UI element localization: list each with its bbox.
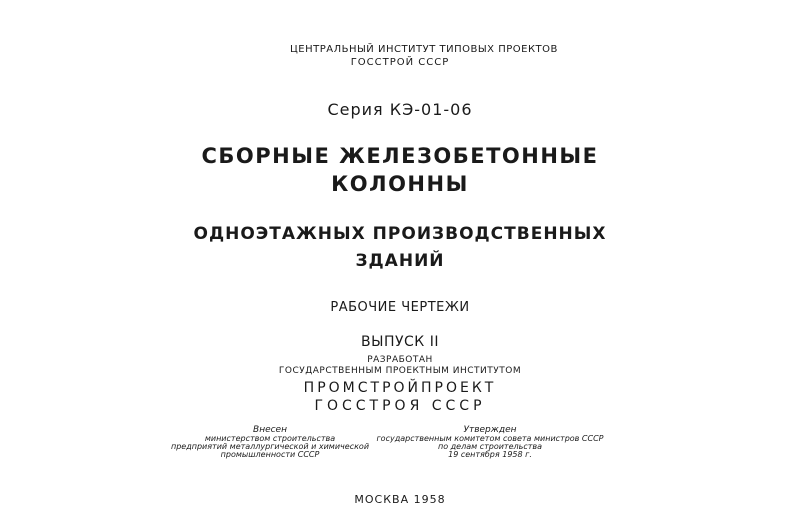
developer-org-name: ПРОМСТРОЙПРОЕКТ (303, 380, 497, 396)
developer-org-parent: ГОССТРОЯ СССР (314, 398, 486, 414)
submitted-label: Внесен (253, 425, 287, 435)
main-title-line1: СБОРНЫЕ ЖЕЛЕЗОБЕТОННЫЕ (201, 144, 599, 168)
subtitle-line2: ЗДАНИЙ (355, 251, 445, 271)
city-year-footer: МОСКВА 1958 (354, 493, 446, 506)
institute-name: ЦЕНТРАЛЬНЫЙ ИНСТИТУТ ТИПОВЫХ ПРОЕКТОВ (290, 44, 558, 55)
submitted-by-line3: промышленности СССР (220, 450, 320, 459)
approved-date: 19 сентября 1958 г. (448, 450, 532, 459)
working-drawings-label: РАБОЧИЕ ЧЕРТЕЖИ (330, 300, 470, 315)
submitted-by-line1: министерством строительства (204, 434, 336, 443)
developed-label: РАЗРАБОТАН (367, 355, 433, 365)
issue-number: ВЫПУСК II (361, 334, 439, 350)
approved-by-line1: государственным комитетом совета министров СССР (376, 434, 604, 443)
submitted-by-line2: предприятий металлургической и химической (170, 442, 370, 451)
approved-label: Утвержден (463, 425, 517, 435)
subtitle-line1: ОДНОЭТАЖНЫХ ПРОИЗВОДСТВЕННЫХ (193, 224, 607, 244)
approved-by-line2: по делам строительства (437, 442, 543, 451)
institute-parent: ГОССТРОЙ СССР (350, 57, 450, 68)
series-number: Серия КЭ-01-06 (327, 100, 473, 119)
developed-by-institute: ГОСУДАРСТВЕННЫМ ПРОЕКТНЫМ ИНСТИТУТОМ (278, 366, 522, 376)
main-title-line2: КОЛОННЫ (331, 172, 469, 196)
